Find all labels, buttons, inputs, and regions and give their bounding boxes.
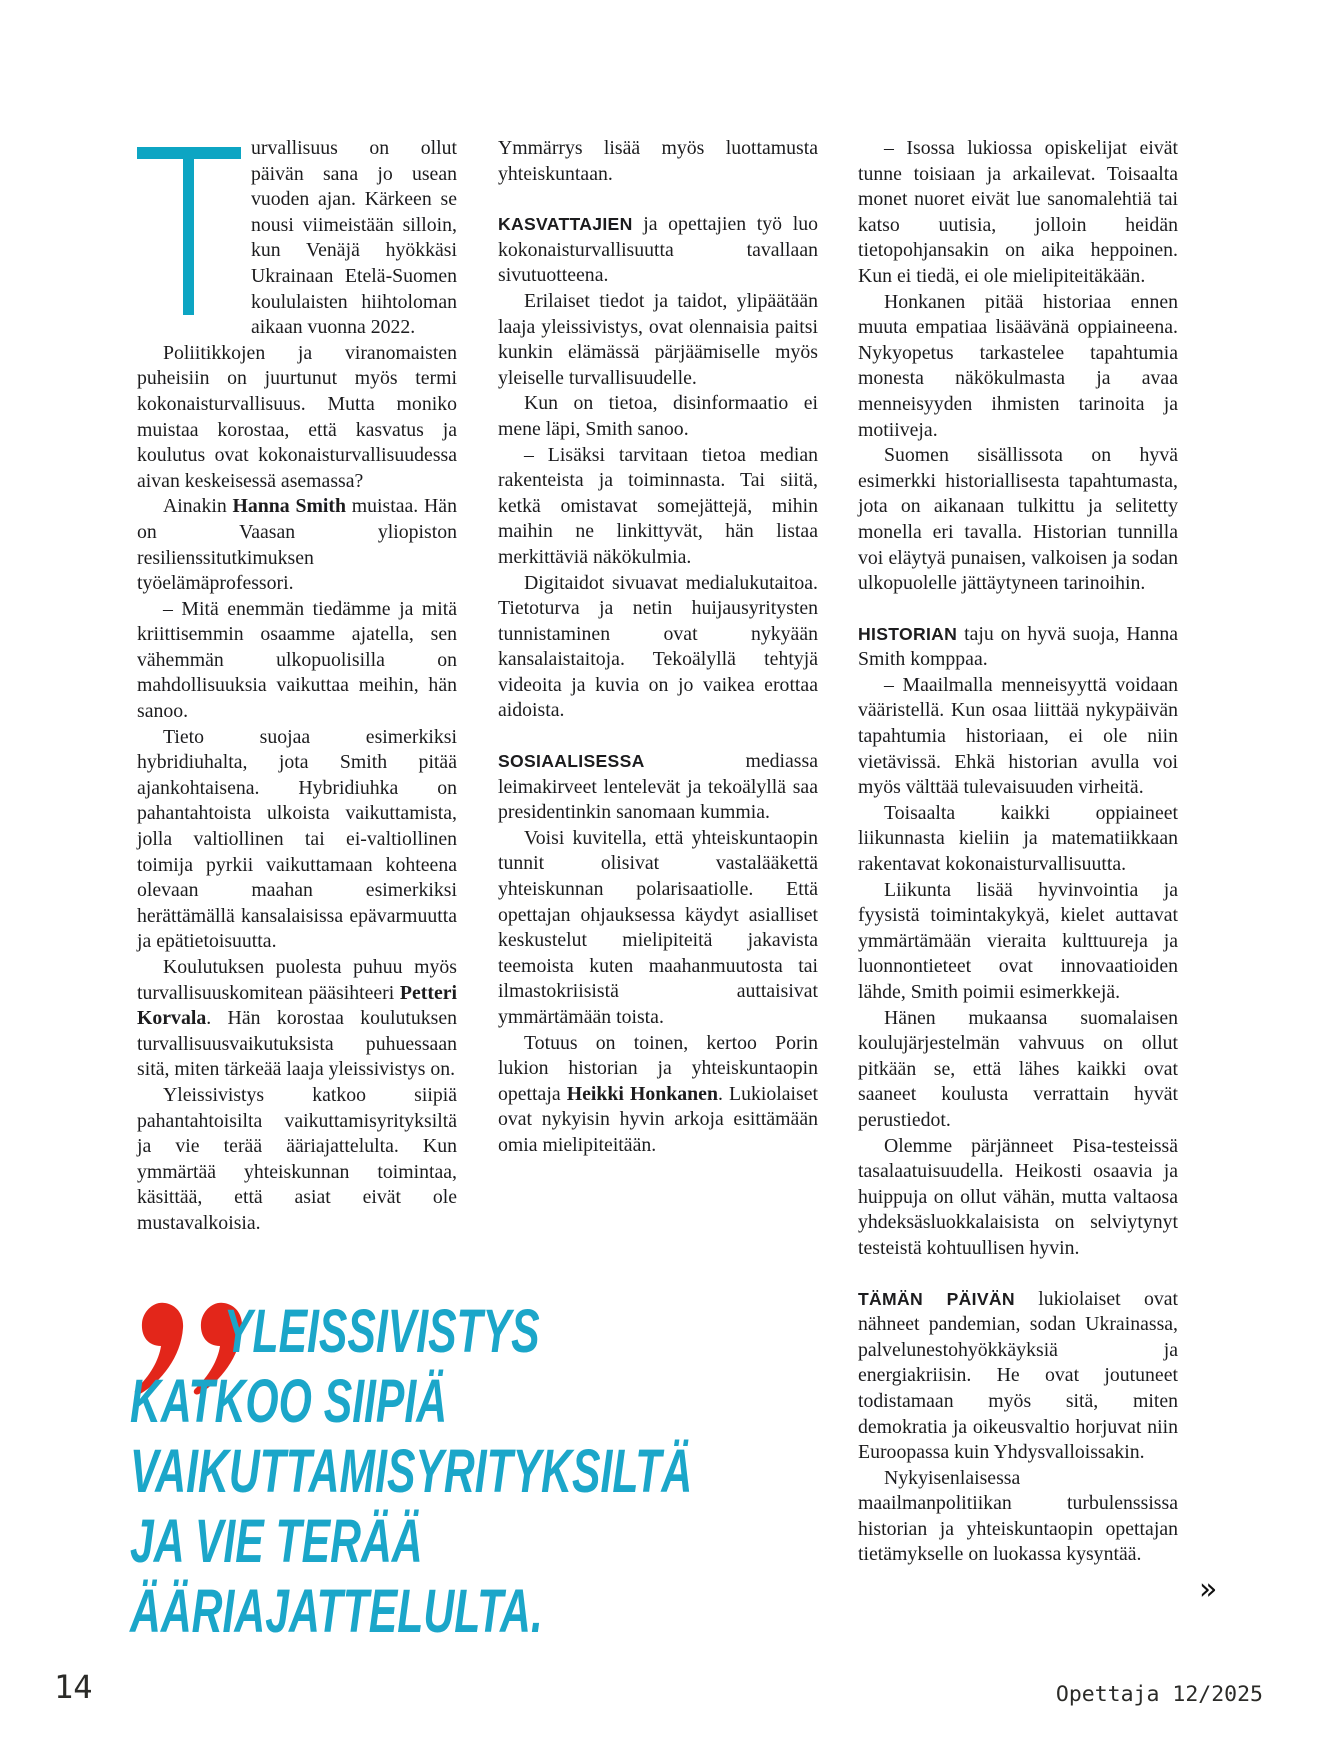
person-name: Petteri Korvala (137, 981, 457, 1030)
section-lead-in: SOSIAALISESSA (498, 751, 645, 772)
body-text: Hänen mukaansa suomalaisen koulujärjestelmän vahvuus on ollut pitkään se, että lähes kaikki ovat saaneet koulusta verrattain hyvät perustiedot. (858, 1006, 1178, 1131)
paragraph (858, 443, 1178, 597)
section-lead-in: KASVATTAJIEN (498, 214, 633, 235)
body-text: Nykyisenlaisessa maailmanpolitiikan turbulenssissa historian ja yhteiskuntaopin opettajan tietämykselle on luokassa kysyntää. (858, 1466, 1178, 1566)
body-text: mediassa leimakirveet lentelevät ja tekoälyllä saa presidentinkin sanomaan kummia. (498, 750, 818, 824)
paragraph (137, 494, 457, 596)
page-number: 14 (54, 1668, 93, 1706)
body-text: Olemme pärjänneet Pisa-testeissä tasalaatuisuudella. Heikosti osaavia ja huippuja on ollut vähän, mutta valtaosa yhdeksäsluokkalaisista on selviytynyt testeistä kohtuullisen hyvin. (858, 1134, 1178, 1259)
pull-quote-line: KATKOO SIIPIÄ (130, 1367, 448, 1435)
paragraph (498, 289, 818, 391)
body-text: Voisi kuvitella, että yhteiskuntaopin tunnit olisivat vastalääkettä yhteiskunnan polarisaatiolle. Että opettajan ohjauksessa käydyt asialliset keskustelut mielipiteitä jakavista teemoista kuten maahanmuutosta tai ilmastokriisistä auttaisivat ymmärtämään toista. (498, 826, 818, 1028)
paragraph (137, 1083, 457, 1237)
section-lead-in: HISTORIAN (858, 623, 958, 644)
body-text: lukiolaiset ovat nähneet pandemian, sodan Ukrainassa, palvelunestohyökkäyksiä ja energiakriisin. He ovat joutuneet todistamaan myös sitä, miten demokratia ja oikeusvaltio horjuvat niin Euroopassa kuin Yhdysvalloissakin. (858, 1287, 1179, 1464)
section-lead-in: TÄMÄN PÄIVÄN (858, 1288, 1015, 1309)
paragraph (498, 136, 818, 187)
paragraph (137, 597, 457, 725)
paragraph (498, 391, 818, 442)
body-text: Totuus on toinen, kertoo Porin lukion historian ja yhteiskuntaopin opettaja (498, 1031, 818, 1105)
body-text: Digitaidot sivuavat medialukutaitoa. Tietoturva ja netin huijausyritysten tunnistaminen ovat nykyään kansalaistaitoja. Tekoälyllä tehtyjä videoita ja kuvia on jo vaikea erottaa aidoista. (498, 571, 818, 722)
body-text: Erilaiset tiedot ja taidot, ylipäätään laaja yleissivistys, ovat olennaisia paitsi kunkin elämässä pärjäämiselle myös yleiselle turvallisuudelle. (498, 289, 818, 389)
paragraph (137, 341, 457, 495)
body-text: Kun on tietoa, disinformaatio ei mene läpi, Smith sanoo. (498, 392, 818, 440)
body-text: Ymmärrys lisää myös luottamusta yhteiskuntaan. (498, 137, 818, 185)
paragraph (858, 1466, 1178, 1568)
paragraph (498, 826, 818, 1031)
body-text: ja opettajien työ luo kokonaisturvallisuutta tavallaan sivutuotteena. (498, 213, 818, 287)
body-text: – Isossa lukiossa opiskelijat eivät tunne toisiaan ja arkailevat. Toisaalta monet nuoret eivät lue sanomalehtiä tai katso uutisia, jolloin heidän tietopohjansakin on aika heppoinen. Kun ei tiedä, ei ole mielipiteitäkään. (858, 137, 1178, 287)
body-text: Poliitikkojen ja viranomaisten puheisiin on juurtunut myös termi kokonaisturvallisuus. Mutta moniko muistaa korostaa, että kasvatus ja koulutus ovat kokonaisturvallisuudessa aivan keskeisessä asemassa? (137, 341, 457, 492)
paragraph (858, 290, 1178, 444)
person-name: Hanna Smith (232, 495, 347, 518)
pull-quote-line: JA VIE TERÄÄ (130, 1507, 423, 1575)
paragraph (498, 1031, 818, 1159)
body-text: . Lukiolaiset ovat nykyisin hyvin arkoja esittämään omia mielipiteitään. (498, 1082, 819, 1156)
paragraph (858, 878, 1178, 1006)
body-text: – Maailmalla menneisyyttä voidaan vääristellä. Kun osaa liittää nykypäivän tapahtumia historiaan, ei ole niin vietävissä. Ehkä historian avulla voi myös välttää tulevaisuuden virheitä. (858, 673, 1178, 799)
body-text: Suomen sisällissota on hyvä esimerkki historiallisesta tapahtumasta, jota on aikanaan tulkittu ja selitetty monella eri tavalla. Historian tunnilla voi eläytyä punaisen, valkoisen ja sodan ulkopuolelle jättäytyneen tarinoihin. (858, 444, 1178, 595)
body-text: – Lisäksi tarvitaan tietoa median rakenteista ja toiminnasta. Tai siitä, ketkä omistavat somejättejä, mihin maihin ne linkittyvät, hän listaa merkittäviä näkökulmia. (498, 443, 818, 568)
pull-quote-line: YLEISSIVISTYS (224, 1297, 540, 1365)
paragraph (858, 801, 1178, 878)
paragraph (858, 1006, 1178, 1134)
article-column-2 (498, 136, 818, 1159)
body-text: urvallisuus on ollut päivän sana jo usean vuoden ajan. Kärkeen se nousi viimeistään silloin, kun Venäjä hyökkäsi Ukrainaan Etelä-Suomen koululaisten hiihtoloman aikaan vuonna 2022. (251, 137, 457, 339)
paragraph (498, 571, 818, 725)
paragraph (137, 136, 457, 341)
paragraph (137, 955, 457, 1083)
paragraph (858, 1134, 1178, 1262)
paragraph (498, 443, 818, 571)
body-text: Ainakin (163, 495, 233, 518)
paragraph (858, 1287, 1178, 1466)
body-text: muistaa. Hän on Vaasan yliopiston resilienssitutkimuksen työelämäprofessori. (137, 495, 457, 595)
body-text: Koulutuksen puolesta puhuu myös turvallisuuskomitean pääsihteeri (137, 956, 457, 1004)
body-text: Toisaalta kaikki oppiaineet liikunnasta kieliin ja matematiikkaan rakentavat kokonaisturvallisuutta. (858, 801, 1178, 876)
paragraph (858, 136, 1178, 290)
paragraph (137, 725, 457, 955)
paragraph (498, 212, 818, 289)
body-text: Yleissivistys katkoo siipiä pahantahtoisilta vaikuttamisyrityksiltä ja vie terää ääriajattelulta. Kun ymmärtää yhteiskunnan toimintaa, käsittää, että asiat eivät ole mustavalkoisia. (137, 1083, 457, 1234)
body-text: Tieto suojaa esimerkiksi hybridiuhalta, jota Smith pitää ajankohtaisena. Hybridiuhka on pahantahtoista ulkoista vaikuttamista, jolla valtiollinen tai ei-valtiollinen toimija pyrkii vaikuttamaan kohteena olevaan maahan esimerkiksi herättämällä kansalaisissa epävarmuutta ja epätietoisuutta. (137, 725, 457, 953)
person-name: Heikki Honkanen (566, 1082, 718, 1105)
body-text: . Hän korostaa koulutuksen turvallisuusvaikutuksista puhuessaan sitä, miten tärkeää laaja yleissivistys on. (137, 1007, 457, 1081)
pull-quote (130, 1296, 810, 1646)
paragraph (498, 749, 818, 826)
pull-quote-line: VAIKUTTAMISYRITYKSILTÄ (130, 1437, 693, 1505)
body-text: Liikunta lisää hyvinvointia ja fyysistä toimintakykyä, kielet auttavat ymmärtämään vieraita kulttuureja ja luonnontieteet ovat innovaatioiden lähde, Smith poimii esimerkkejä. (858, 878, 1178, 1003)
body-text: – Mitä enemmän tiedämme ja mitä kriittisemmin osaamme ajatella, sen vähemmän ulkopuolisilla on mahdollisuuksia vaikuttaa meihin, hän sanoo. (137, 597, 457, 723)
body-text: Honkanen pitää historiaa ennen muuta empatiaa lisäävänä oppiaineena. Nykyopetus tarkastelee tapahtumia monesta näkökulmasta ja avaa menneisyyden ihmisten tarinoita ja motiiveja. (858, 290, 1178, 441)
body-text: taju on hyvä suoja, Hanna Smith komppaa. (858, 622, 1178, 671)
article-column-1 (137, 136, 457, 1237)
article-column-3 (858, 136, 1178, 1568)
paragraph (858, 622, 1178, 673)
dropcap-letter-T (137, 139, 249, 319)
magazine-issue-footer: Opettaja 12/2025 (1055, 1682, 1263, 1707)
pull-quote-line: ÄÄRIAJATTELULTA. (130, 1577, 543, 1645)
paragraph (858, 673, 1178, 801)
story-continues-marker: » (1199, 1572, 1218, 1607)
